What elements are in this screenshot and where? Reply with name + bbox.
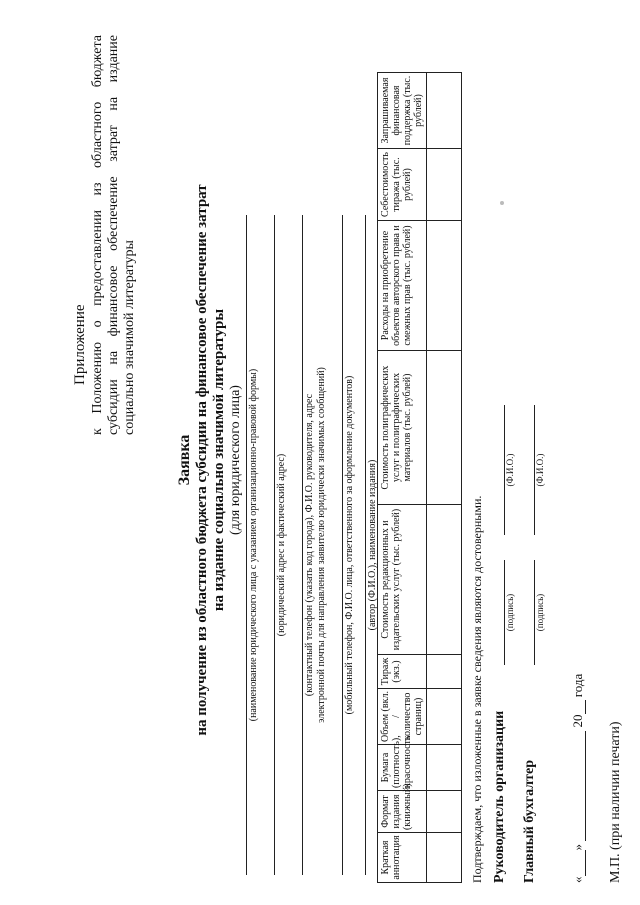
table-cell[interactable] xyxy=(427,351,462,505)
column-header: Формат издания (книжный) xyxy=(378,791,427,833)
date-open-quote: « xyxy=(570,876,585,883)
column-header: Краткая аннотация xyxy=(378,833,427,883)
date-year-prefix: 20 xyxy=(570,714,585,728)
field-contacts[interactable] xyxy=(292,215,328,875)
field-line[interactable] xyxy=(292,215,303,875)
stamp-note: М.П. (при наличии печати) xyxy=(608,721,623,883)
table-header-row xyxy=(378,73,427,883)
field-caption: (юридический адрес и фактический адрес) xyxy=(276,453,287,637)
scan-speck xyxy=(500,201,504,205)
column-header: Тираж (экз.) xyxy=(378,655,427,689)
title-subtitle: (для юридического лица) xyxy=(228,385,243,535)
name-line[interactable] xyxy=(520,405,535,535)
table-cell[interactable] xyxy=(427,149,462,221)
field-caption: (мобильный телефон, Ф.И.О. лица, ответственного за оформление документов) xyxy=(344,375,355,715)
confirmation-text: Подтверждаем, что изложенные в заявке сведения являются достоверными. xyxy=(470,495,484,883)
field-organization-name[interactable] xyxy=(236,215,260,875)
name-caption: (Ф.И.О.) xyxy=(535,453,545,487)
field-caption: (автор (Ф.И.О.), наименование издания) xyxy=(367,459,378,631)
title-main: Заявка xyxy=(176,434,193,486)
appendix-line: к Положению о предоставлении из областного бюджета xyxy=(90,35,105,435)
name-caption: (Ф.И.О.) xyxy=(505,453,515,487)
signature-line[interactable] xyxy=(490,560,505,665)
field-responsible-person[interactable] xyxy=(332,215,356,875)
table-cell[interactable] xyxy=(427,833,462,883)
date-close-quote: » xyxy=(570,844,585,851)
title-line: на получение из областного бюджета субсидии на финансовое обеспечение затрат xyxy=(194,184,210,736)
date-month-field[interactable] xyxy=(573,731,586,841)
appendix-reference xyxy=(90,35,138,435)
name-field-accountant[interactable] xyxy=(520,405,545,535)
column-header: Объем (вкл. / количество страниц) xyxy=(378,689,427,745)
appendix-line: социально значимой литературы xyxy=(122,240,137,435)
column-header: Стоимость редакционных и издательских услуг (тыс. рублей) xyxy=(378,505,427,655)
date-day-field[interactable] xyxy=(573,851,586,877)
table-cell[interactable] xyxy=(427,655,462,689)
date-year-field[interactable] xyxy=(573,701,586,715)
signature-caption: (подпись) xyxy=(535,593,545,632)
date-year-suffix: года xyxy=(570,673,585,698)
column-header: Бумага (плотность), красочность xyxy=(378,745,427,791)
table-row[interactable] xyxy=(427,73,462,883)
table-cell[interactable] xyxy=(427,745,462,791)
field-line[interactable] xyxy=(355,215,366,875)
signature-field-accountant[interactable] xyxy=(520,560,545,665)
signature-field-director[interactable] xyxy=(490,560,515,665)
application-table xyxy=(377,72,462,883)
signature-label-accountant: Главный бухгалтер xyxy=(522,760,537,883)
column-header: Стоимость полиграфических услуг и полиграфических материалов (тыс. рублей) xyxy=(378,351,427,505)
signature-line[interactable] xyxy=(520,560,535,665)
field-caption: (наименование юридического лица с указанием организационно-правовой формы) xyxy=(248,368,259,722)
field-line[interactable] xyxy=(236,215,247,875)
appendix-line: субсидии на финансовое обеспечение затрат на издание xyxy=(106,35,121,435)
column-header: Запрашиваемая финансовая поддержка (тыс. рублей) xyxy=(378,73,427,149)
appendix-title: Приложение xyxy=(72,304,88,385)
field-address[interactable] xyxy=(264,215,288,875)
table-cell[interactable] xyxy=(427,689,462,745)
field-author-title[interactable] xyxy=(355,215,379,875)
title-line: на издание социально значимой литературы xyxy=(211,308,227,612)
column-header: Расходы на приобретение объектов авторского права и смежных прав (тыс. рублей) xyxy=(378,221,427,351)
column-header: Себестоимость тиража (тыс. рублей) xyxy=(378,149,427,221)
table-cell[interactable] xyxy=(427,221,462,351)
field-line[interactable] xyxy=(264,215,275,875)
signature-caption: (подпись) xyxy=(505,593,515,632)
document-title xyxy=(176,135,244,785)
signature-label-director: Руководитель организации xyxy=(492,710,507,883)
date-row xyxy=(570,674,586,883)
name-field-director[interactable] xyxy=(490,405,515,535)
name-line[interactable] xyxy=(490,405,505,535)
table-cell[interactable] xyxy=(427,791,462,833)
table-cell[interactable] xyxy=(427,505,462,655)
table-cell[interactable] xyxy=(427,73,462,149)
field-line[interactable] xyxy=(332,215,343,875)
field-caption: (контактный телефон (указать код города), Ф.И.О. руководителя, адрес электронной почты для направления заявителю юридически значимых сообщений) xyxy=(304,367,327,723)
